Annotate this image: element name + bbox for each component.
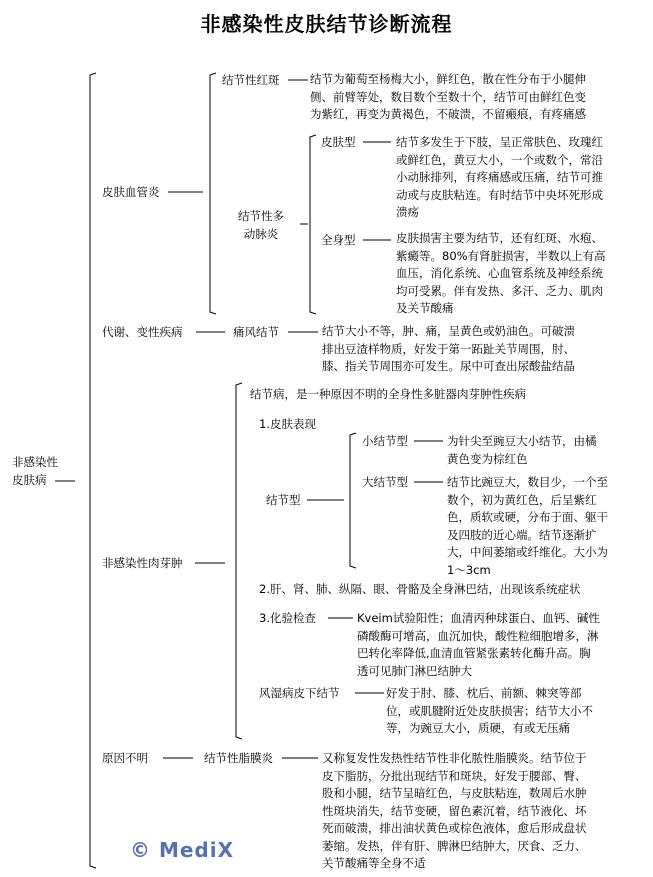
desc-small-nodular (447, 433, 597, 468)
desc-line: 死而破溃，排出油状黄色或棕色液体，愈后形成盘状 (322, 821, 587, 835)
desc-line: 磷酸酶可增高，血沉加快，酸性粒细胞增多，淋 (357, 628, 599, 643)
desc-line: 侧、前臂等处，数目数个至数十个，结节可由鲜红色变 (310, 89, 586, 104)
desc-line: 紫癜等。80%有肾脏损害，半数以上有高 (396, 248, 606, 263)
desc-line: 均可受累。伴有发热、多汗、乏力、肌肉 (396, 283, 603, 298)
desc-line: 结节比豌豆大，数目少，一个至 (447, 475, 608, 489)
node-lab-tests: 3.化验检查 (259, 611, 316, 625)
node-small-nodular: 小结节型 (362, 434, 408, 448)
node-unknown-cause: 原因不明 (102, 751, 148, 765)
desc-line: 位，或肌腱附近处皮肤损害；结节大小不 (386, 703, 593, 718)
desc-line: 数个，初为黄红色，后呈紫红 (447, 492, 597, 507)
page-title: 非感染性皮肤结节诊断流程 (200, 12, 453, 36)
desc-erythema-nodosum (310, 71, 586, 124)
desc-line: 性斑块消失，结节变硬，留色素沉着，结节液化、坏 (322, 803, 587, 818)
desc-line: 色，质软或硬，分布于面、躯干 (447, 510, 608, 524)
node-metabolic: 代谢、变性疾病 (102, 325, 183, 339)
sarcoid-intro: 结节病，是一种原因不明的全身性多脏器肉芽肿性疾病 (250, 387, 526, 401)
desc-line: 巴转化率降低,血清血管紧张素转化酶升高。胸 (357, 646, 591, 660)
desc-line: 排出豆渣样物质，好发于第一跖趾关节周围，肘、 (322, 341, 575, 356)
desc-line: 膝、指关节周围亦可发生。尿中可查出尿酸盐结晶 (322, 359, 575, 373)
label-line: 结节性多 (238, 209, 284, 223)
sarcoid-skin-header: 1.皮肤表现 (259, 417, 316, 431)
desc-line: 1～3cm (447, 562, 491, 577)
desc-lab-tests (357, 610, 600, 680)
desc-line: 溃疡 (396, 205, 419, 219)
desc-cutaneous-type (396, 134, 603, 222)
node-panniculitis: 结节性脂膜炎 (204, 751, 273, 765)
watermark: © MediX (130, 838, 235, 862)
desc-line: 股和小腿，结节呈暗红色，与皮肤粘连，数周后水肿 (322, 786, 587, 800)
desc-line: 为紫红，再变为黄褐色，不破溃，不留瘢痕，有疼痛感 (310, 107, 586, 121)
desc-line: 皮下脂肪，分批出现结节和斑块，好发于腰部、臀、 (322, 768, 587, 783)
node-erythema-nodosum: 结节性红斑 (222, 73, 280, 87)
node-gout-tophus: 痛风结节 (233, 325, 279, 339)
desc-line: 好发于肘、膝、枕后、前额、棘突等部 (386, 686, 582, 700)
desc-line: 等，为豌豆大小，质硬，有或无压痛 (386, 721, 570, 735)
label-line: 动脉炎 (243, 226, 279, 241)
desc-line: 又称复发性发热性结节性非化脓性脂膜炎。结节位于 (322, 751, 587, 765)
desc-line: 结节大小不等，肿、痛，呈黄色或奶油色。可破溃 (322, 324, 575, 338)
node-vasculitis: 皮肤血管炎 (102, 185, 160, 199)
node-large-nodular: 大结节型 (362, 475, 408, 489)
desc-line: 小动脉排列，有疼痛感或压痛，结节可推 (396, 170, 603, 184)
desc-panniculitis (322, 750, 587, 873)
node-granuloma: 非感染性肉芽肿 (102, 556, 183, 570)
desc-line: 黄色变为棕红色 (447, 451, 528, 466)
desc-line: 血压，消化系统、心血管系统及神经系统 (396, 266, 603, 280)
node-polyarteritis (222, 208, 300, 243)
desc-line: 及四肢的近心端。结节逐渐扩 (447, 527, 597, 542)
desc-line: 结节为葡萄至杨梅大小，鲜红色，散在性分布于小腿伸 (310, 72, 586, 86)
root-label (12, 454, 58, 489)
desc-line: 关节酸痛等全身不适 (322, 856, 426, 870)
desc-line: 皮肤损害主要为结节，还有红斑、水疱、 (396, 231, 603, 245)
desc-line: 透可见肺门淋巴结肿大 (357, 663, 472, 678)
desc-line: 萎缩。发热，伴有肝、脾淋巴结肿大，厌食、乏力、 (322, 838, 587, 853)
node-systemic-type: 全身型 (321, 233, 356, 247)
sarcoid-item-2: 2.肝、肾、肺、纵隔、眼、骨骼及全身淋巴结，出现该系统症状 (259, 582, 581, 596)
desc-line: 或鲜红色，黄豆大小，一个或数个，常沿 (396, 152, 603, 167)
desc-gout-tophus (322, 323, 575, 376)
desc-line: 结节多发生于下肢，呈正常肤色、玫瑰红 (396, 135, 603, 149)
root-label-line2: 皮肤病 (12, 472, 47, 487)
desc-rheumatoid-nodule (386, 685, 593, 738)
desc-line: 动或与皮肤粘连。有时结节中央坏死形成 (396, 187, 603, 202)
desc-line: 大，中间萎缩或纤维化。大小为 (447, 545, 608, 559)
desc-line: Kveim试验阳性；血清丙种球蛋白、血钙、碱性 (357, 611, 600, 625)
desc-large-nodular (447, 474, 608, 579)
node-nodular-type: 结节型 (266, 493, 301, 507)
desc-systemic-type (396, 230, 606, 318)
desc-line: 为针尖至豌豆大小结节，由橘 (447, 434, 597, 448)
desc-line: 及关节酸痛 (396, 301, 454, 315)
root-label-line1: 非感染性 (12, 455, 58, 469)
node-rheumatoid-nodule: 风湿病皮下结节 (259, 686, 340, 700)
node-cutaneous-type: 皮肤型 (321, 135, 356, 149)
